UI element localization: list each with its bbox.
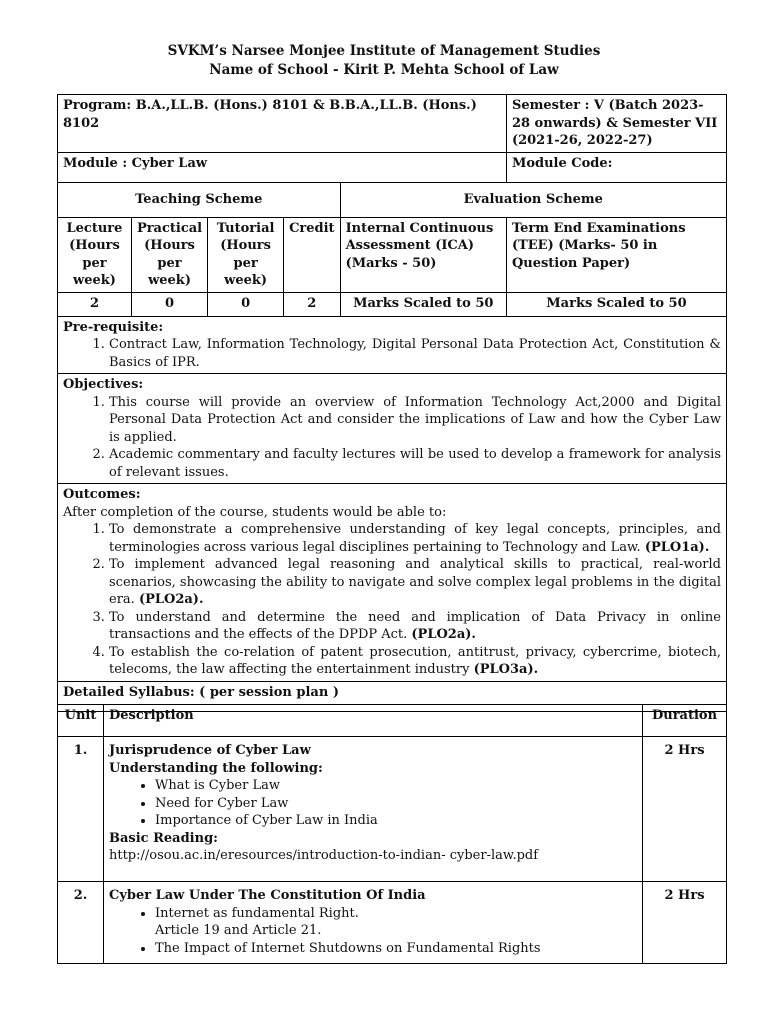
unit-description bbox=[103, 737, 642, 882]
unit-description bbox=[103, 882, 642, 964]
tee-value: Marks Scaled to 50 bbox=[506, 292, 726, 316]
unit-duration: 2 Hrs bbox=[643, 882, 727, 964]
outcome-text: To establish the co-relation of patent prosecution, antitrust, privacy, cybercrime, biotech, telecoms, the law affecting the entertainment industry bbox=[109, 644, 721, 677]
prerequisite-title: Pre-requisite: bbox=[63, 319, 164, 335]
list-item bbox=[109, 644, 721, 679]
list-item: • What is Cyber Law bbox=[155, 777, 637, 795]
outcome-text: To implement advanced legal reasoning and analytical skills to practical, real-world scenarios, showcasing the ability to navigate and solve complex legal problems in the digital era. bbox=[109, 557, 721, 607]
list-item bbox=[109, 609, 721, 644]
evaluation-scheme-title: Evaluation Scheme bbox=[340, 182, 726, 217]
unit-duration: 2 Hrs bbox=[643, 737, 727, 882]
objectives-section bbox=[58, 374, 727, 484]
topic-list bbox=[109, 777, 637, 830]
module-code-cell: Module Code: bbox=[506, 152, 726, 182]
list-item bbox=[109, 556, 721, 609]
topic-text: • Internet as fundamental Right. bbox=[154, 905, 359, 921]
topic-continuation: Article 19 and Article 21. bbox=[154, 923, 322, 938]
unit-number: 2. bbox=[58, 882, 104, 964]
list-item: • Need for Cyber Law bbox=[155, 795, 637, 813]
unit-title: Jurisprudence of Cyber Law bbox=[108, 743, 311, 758]
credit-value: 2 bbox=[284, 292, 341, 316]
practical-value: 0 bbox=[131, 292, 207, 316]
syllabus-table bbox=[57, 704, 727, 964]
list-item: 1. This course will provide an overview of Information Technology Act,2000 and Digital Personal Data Protection Act and consider the implications of Law and how the Cyber Law is applied. bbox=[109, 394, 721, 447]
tutorial-header: Tutorial (Hours per week) bbox=[208, 217, 284, 292]
reading-label: Basic Reading: bbox=[108, 830, 218, 846]
prerequisite-section bbox=[58, 316, 727, 374]
duration-header: Duration bbox=[643, 705, 727, 737]
unit-header: Unit bbox=[58, 705, 104, 737]
practical-header: Practical (Hours per week) bbox=[131, 217, 207, 292]
lecture-value: 2 bbox=[58, 292, 132, 316]
list-item bbox=[155, 905, 637, 940]
course-table bbox=[57, 94, 727, 712]
tee-header: Term End Examinations (TEE) (Marks- 50 in Question Paper) bbox=[506, 217, 726, 292]
module-cell: Module : Cyber Law bbox=[58, 152, 507, 182]
outcomes-section bbox=[58, 484, 727, 682]
topic-list bbox=[109, 905, 637, 958]
credit-header: Credit bbox=[284, 217, 341, 292]
ica-value: Marks Scaled to 50 bbox=[340, 292, 506, 316]
outcome-text: To demonstrate a comprehensive understanding of key legal concepts, principles, and terminologies across various legal disciplines pertaining to Technology and Law. bbox=[109, 522, 721, 555]
prerequisite-list bbox=[63, 336, 721, 371]
syllabus-title: Detailed Syllabus: ( per session plan ) bbox=[58, 681, 727, 711]
plo-tag: (PLO2a). bbox=[411, 627, 476, 642]
outcome-text: To understand and determine the need and implication of Data Privacy in online transactions and the effects of the DPDP Act. bbox=[109, 609, 721, 642]
plo-tag: (PLO2a). bbox=[138, 592, 204, 607]
plo-tag: (PLO1a). bbox=[644, 539, 710, 555]
ica-header: Internal Continuous Assessment (ICA) (Marks - 50) bbox=[340, 217, 506, 292]
unit-subtitle: Understanding the following: bbox=[108, 760, 323, 776]
unit-number: 1. bbox=[58, 737, 104, 882]
list-item: • The Impact of Internet Shutdowns on Fundamental Rights bbox=[155, 940, 637, 958]
program-cell: Program: B.A.,LL.B. (Hons.) 8101 & B.B.A.,LL.B. (Hons.) 8102 bbox=[58, 95, 507, 153]
description-header: Description bbox=[103, 705, 642, 737]
school-name: Name of School - Kirit P. Mehta School of Law bbox=[209, 62, 559, 78]
list-item: 2. Academic commentary and faculty lectures will be used to develop a framework for analysis of relevant issues. bbox=[109, 446, 721, 481]
list-item: • Importance of Cyber Law in India bbox=[155, 812, 637, 830]
tutorial-value: 0 bbox=[208, 292, 284, 316]
list-item bbox=[109, 521, 721, 556]
teaching-scheme-title: Teaching Scheme bbox=[58, 182, 341, 217]
institute-name: SVKM’s Narsee Monjee Institute of Management Studies bbox=[167, 43, 601, 59]
list-item: 1. Contract Law, Information Technology, Digital Personal Data Protection Act, Constitution & Basics of IPR. bbox=[109, 336, 721, 371]
semester-cell: Semester : V (Batch 2023-28 onwards) & Semester VII (2021-26, 2022-27) bbox=[506, 95, 726, 153]
objectives-title: Objectives: bbox=[63, 377, 144, 392]
unit-title: Cyber Law Under The Constitution Of India bbox=[108, 888, 426, 903]
outcomes-title: Outcomes: bbox=[63, 487, 141, 502]
outcomes-list bbox=[63, 521, 721, 679]
reading-link[interactable]: http://osou.ac.in/eresources/introduction-to-indian- cyber-law.pdf bbox=[108, 848, 539, 863]
outcomes-intro: After completion of the course, students would be able to: bbox=[63, 504, 447, 520]
lecture-header: Lecture (Hours per week) bbox=[58, 217, 132, 292]
plo-tag: (PLO3a). bbox=[473, 662, 539, 677]
objectives-list bbox=[63, 394, 721, 482]
